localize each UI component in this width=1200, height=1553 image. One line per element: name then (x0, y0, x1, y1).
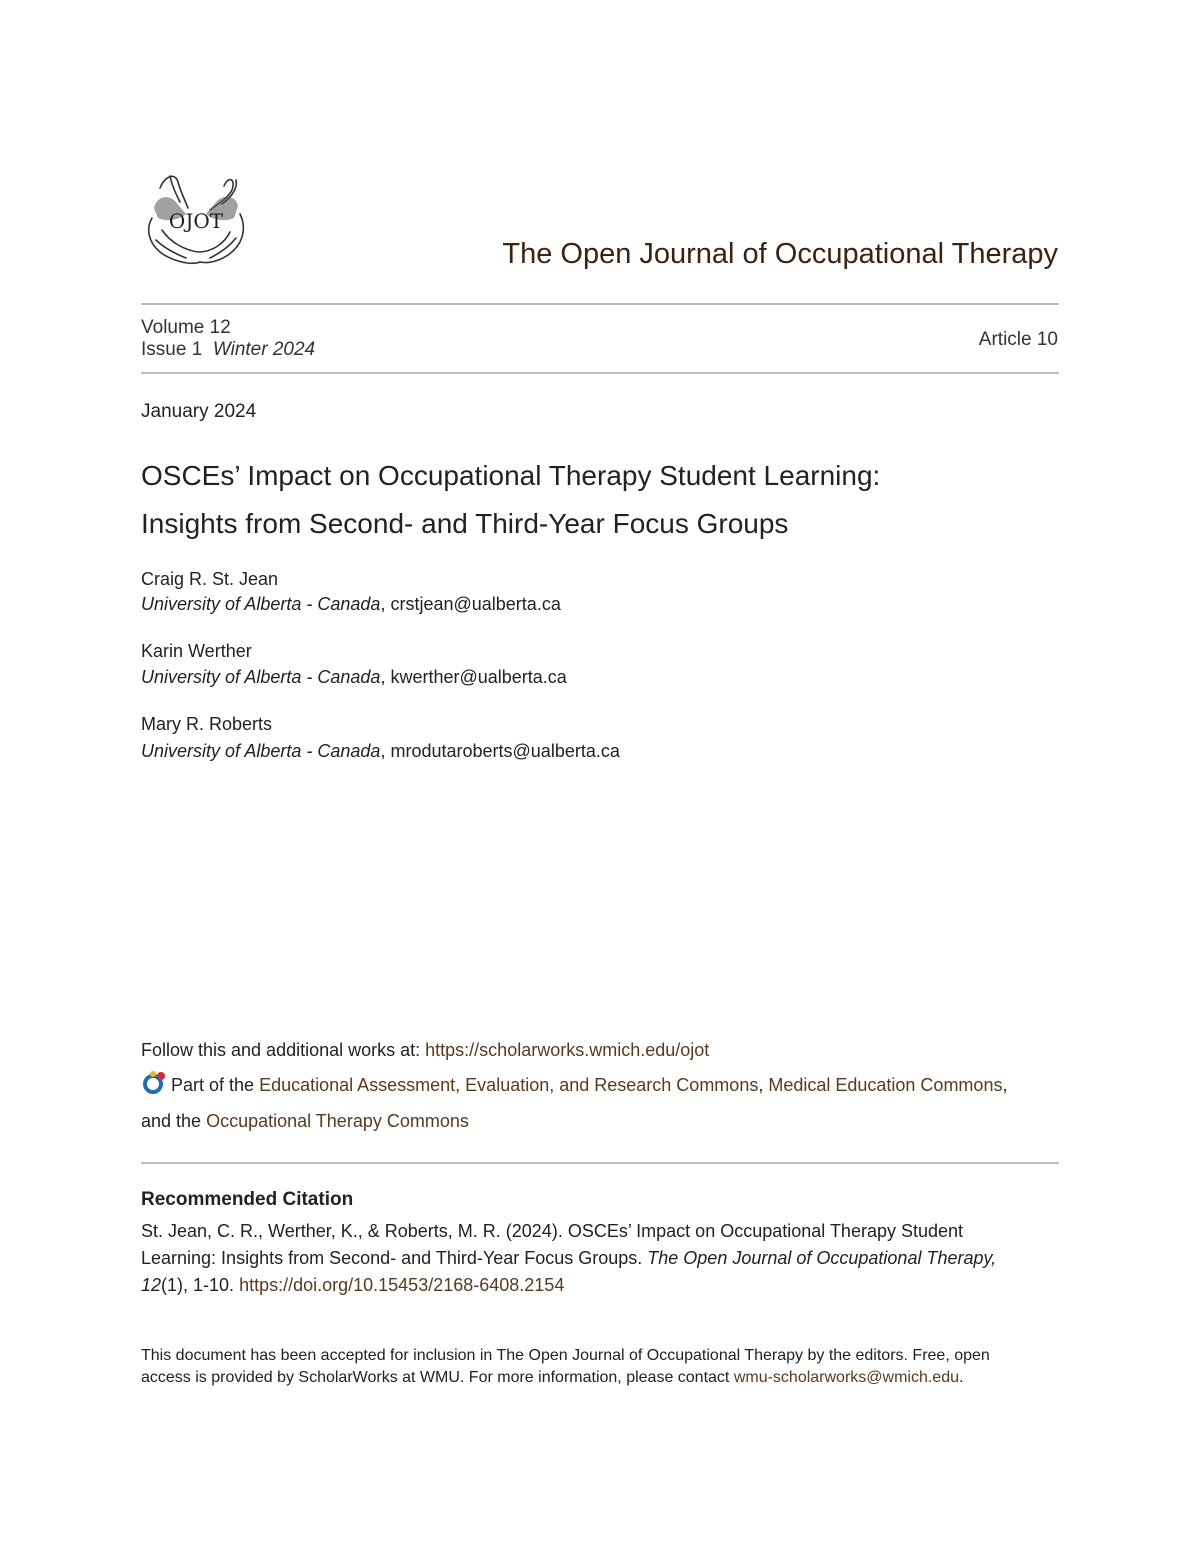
author-name: Karin Werther (141, 641, 252, 661)
citation-issue-pages: (1), 1-10. (161, 1275, 240, 1295)
author-email[interactable]: mrodutaroberts@ualberta.ca (390, 741, 620, 761)
affiliation-name: University of Alberta - Canada (141, 667, 381, 687)
recommended-citation-text (141, 1218, 1041, 1299)
author-name: Mary R. Roberts (141, 714, 273, 734)
article-title (141, 452, 1041, 548)
follow-url-link[interactable]: https://scholarworks.wmich.edu/ojot (425, 1040, 710, 1060)
citation-text: St. Jean, C. R., Werther, K., & Roberts, M. R. (2024). OSCEs’ Impact on Occupational Therapy Student Learning: Insights from Second- and Third-Year Focus Groups. (141, 1221, 964, 1268)
affiliation-name: University of Alberta - Canada (141, 741, 381, 761)
bepress-commons-icon (141, 1070, 167, 1106)
publication-date: January 2024 (141, 401, 257, 422)
part-of-separator: , and the (141, 1075, 1008, 1131)
author-affiliation: University of Alberta - Canada, mrodutaroberts@ualberta.ca (141, 741, 620, 761)
journal-logo (140, 168, 252, 272)
issue-line (141, 339, 315, 361)
acceptance-note (141, 1345, 1041, 1389)
logo-text: OJOT (168, 209, 224, 233)
note-end: . (959, 1369, 964, 1386)
article-number: Article 10 (978, 329, 1058, 350)
affiliation-name: University of Alberta - Canada (141, 594, 381, 614)
season-label: Winter 2024 (212, 339, 316, 360)
part-of-disciplines (141, 1070, 1041, 1137)
contact-email-link[interactable]: wmu-scholarworks@wmich.edu (733, 1369, 959, 1386)
part-of-prefix: Part of the (171, 1075, 260, 1095)
header-divider-top (141, 303, 1059, 305)
follow-text: Follow this and additional works at: (141, 1040, 426, 1060)
doi-link[interactable]: https://doi.org/10.15453/2168-6408.2154 (239, 1275, 565, 1295)
issue-label: Issue 1 (141, 339, 203, 360)
volume-label: Volume 12 (141, 317, 231, 338)
header-divider-bottom (141, 372, 1059, 374)
recommended-citation-heading: Recommended Citation (141, 1189, 354, 1210)
commons-link-occupational-therapy[interactable]: Occupational Therapy Commons (206, 1111, 469, 1131)
author-email[interactable]: crstjean@ualberta.ca (390, 594, 561, 614)
follow-line (141, 1040, 709, 1061)
article-title-line-2: Insights from Second- and Third-Year Focus Groups (141, 508, 789, 539)
commons-link-educational-assessment[interactable]: Educational Assessment, Evaluation, and Research Commons (259, 1075, 759, 1095)
citation-divider (141, 1162, 1059, 1164)
article-title-line-1: OSCEs’ Impact on Occupational Therapy Student Learning: (141, 460, 881, 491)
note-text: This document has been accepted for inclusion in The Open Journal of Occupational Therapy by the editors. Free, open access is provided by ScholarWorks at WMU. For more information, please contact (141, 1347, 990, 1386)
commons-link-medical-education[interactable]: Medical Education Commons (768, 1075, 1003, 1095)
author-name: Craig R. St. Jean (141, 569, 279, 589)
part-of-separator: , (758, 1075, 769, 1095)
author-email[interactable]: kwerther@ualberta.ca (390, 667, 567, 687)
author-affiliation: University of Alberta - Canada, crstjean@ualberta.ca (141, 594, 561, 614)
journal-title: The Open Journal of Occupational Therapy (502, 238, 1058, 270)
citation-journal: The Open Journal of Occupational Therapy, 12 (141, 1248, 997, 1295)
author-affiliation: University of Alberta - Canada, kwerther@ualberta.ca (141, 667, 567, 687)
